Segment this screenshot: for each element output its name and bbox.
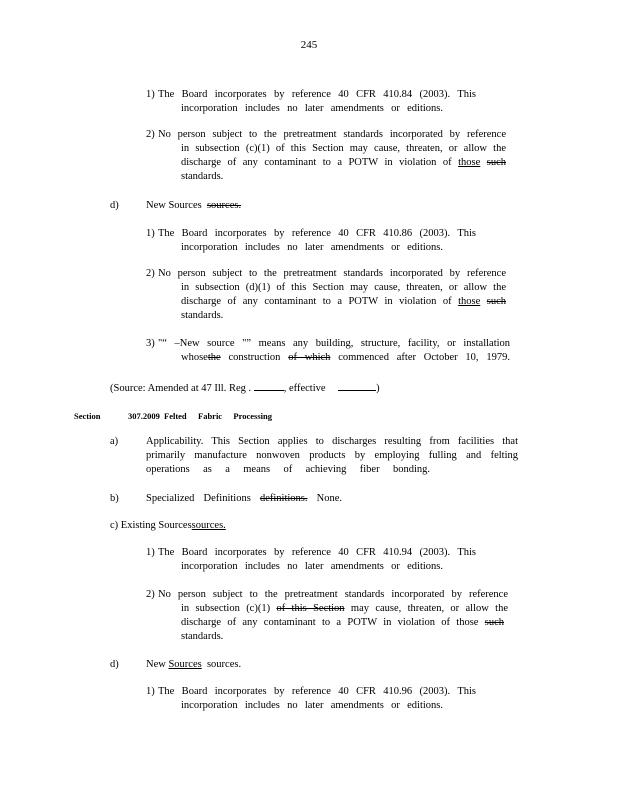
part3-item2-line4: standards. (181, 631, 224, 642)
text-run: commenced after October 10, 1979. (338, 352, 510, 363)
source-note (110, 380, 380, 396)
part2-item1-line2: incorporation includes no later amendments or editions. (181, 242, 443, 253)
part4-item1-cont (181, 699, 443, 713)
effective-date-blank (338, 380, 376, 391)
subsection-d2-label: d) (110, 659, 119, 670)
part3-item1-line1: The Board incorporates by reference 40 CFR 410.94 (2003). This (158, 547, 476, 558)
source-note-text: (Source: Amended at 47 Ill. Reg . (110, 383, 252, 394)
subsection-d1-label: d) (110, 200, 119, 211)
part4-item1-number: 1) (146, 686, 155, 697)
part3-item1-number: 1) (146, 547, 155, 558)
section-label: Section (74, 411, 101, 421)
text-run: sources. (206, 659, 242, 670)
part1-item1-line1: The Board incorporates by reference 40 CFR 410.84 (2003). This (158, 89, 476, 100)
inserted-text: those (458, 296, 481, 307)
deleted-text: such (486, 157, 507, 168)
part1-item2 (158, 128, 506, 142)
part2-item2 (158, 267, 506, 281)
subsection-b-label: b) (110, 493, 119, 504)
deleted-text: of this Section (276, 603, 345, 614)
part3-item2-cont (181, 602, 508, 616)
register-page-blank (254, 380, 284, 391)
section-title: Felted Fabric Processing (164, 411, 272, 421)
part4-item1 (158, 685, 476, 699)
source-note-close: ) (376, 383, 380, 394)
part1-item1-line2: incorporation includes no later amendments or editions. (181, 103, 443, 114)
part2-item3-line1 (158, 337, 510, 351)
part1-item1-number: 1) (146, 89, 155, 100)
text-run: in subsection (c)(1) (181, 603, 271, 614)
text-run: None. (316, 493, 343, 504)
deleted-text: such (486, 296, 507, 307)
part2-item2-line1: No person subject to the pretreatment standards incorporated by reference (158, 268, 506, 279)
part2-item3-line2 (181, 351, 510, 365)
subsection-c-label: c) (110, 520, 119, 531)
text-run: may cause, threaten, or allow the (350, 603, 509, 614)
part1-item2-line4: standards. (181, 171, 224, 182)
subsection-b-text (146, 492, 342, 506)
part2-item2-cont (181, 281, 506, 323)
part3-item2-cont2 (181, 616, 504, 644)
deleted-text: such (484, 617, 505, 628)
inserted-text: those (458, 157, 481, 168)
deleted-text: the (207, 352, 221, 363)
part3-item2 (158, 588, 508, 602)
part3-item2-number: 2) (146, 589, 155, 600)
subsection-a-line2: primarily manufacture nonwoven products by employing fulling and felting (146, 450, 518, 461)
part3-item2-line3 (181, 616, 504, 630)
part1-item2-number: 2) (146, 129, 155, 140)
subsection-a-text-last (146, 463, 430, 477)
text-run: Specialized Definitions (146, 493, 251, 504)
part4-item1-line1: The Board incorporates by reference 40 CFR 410.96 (2003). This (158, 686, 476, 697)
text-run: construction (228, 352, 281, 363)
subsection-b-line (146, 492, 342, 506)
part2-item2-line2: in subsection (d)(1) of this Section may cause, threaten, or allow the (181, 282, 506, 293)
part1-item2-line2: in subsection (c)(1) of this Section may cause, threaten, or allow the (181, 143, 506, 154)
part2-item3 (158, 337, 510, 351)
subsection-c-heading (110, 519, 226, 533)
subsection-d2-heading (146, 658, 241, 672)
part1-item2-cont (181, 142, 506, 184)
text-run: means any building, structure, facility, or installation (258, 338, 511, 349)
part3-item2-line2 (181, 602, 508, 616)
part2-item2-line4: standards. (181, 310, 224, 321)
part2-item3-number: 3) (146, 338, 155, 349)
part3-item1-cont (181, 560, 443, 574)
part3-item1-line2: incorporation includes no later amendments or editions. (181, 561, 443, 572)
text-run: New (146, 659, 166, 670)
part2-item2-number: 2) (146, 268, 155, 279)
subsection-a-line1: Applicability. This Section applies to discharges resulting from facilities that (146, 436, 518, 447)
part2-item2-line3 (181, 295, 506, 309)
part3-item2-line1: No person subject to the pretreatment standards incorporated by reference (158, 589, 508, 600)
deleted-text: of which (288, 352, 331, 363)
deleted-quote: "” (242, 338, 252, 349)
part1-item2-line3 (181, 156, 506, 170)
text-run: whose (181, 352, 208, 363)
subsection-a-line3: operations as a means of achieving fiber bonding. (146, 464, 430, 475)
subsection-d1-heading (146, 199, 241, 213)
page-number: 245 (300, 39, 318, 51)
subsection-a-text (146, 435, 518, 463)
part3-item1 (158, 546, 476, 560)
deleted-quote: "“ (158, 338, 167, 349)
heading-text: New Sources (146, 200, 202, 211)
part2-item3-cont (181, 351, 510, 365)
part4-item1-line2: incorporation includes no later amendments or editions. (181, 700, 443, 711)
inserted-text: Sources (168, 659, 202, 670)
deleted-text: sources. (206, 200, 242, 211)
text-run: discharge of any contaminant to a POTW in violation of those (181, 617, 479, 628)
part2-item1-line1: The Board incorporates by reference 40 CFR 410.86 (2003). This (158, 228, 476, 239)
part2-item1 (158, 227, 476, 241)
part2-item1-cont (181, 241, 443, 255)
inserted-text: sources. (191, 520, 226, 531)
subsection-a-label: a) (110, 436, 119, 447)
part1-item1-cont (181, 102, 443, 116)
part1-item1 (158, 88, 476, 102)
defined-term: –New source (174, 338, 235, 349)
text-run: discharge of any contaminant to a POTW in violation of (181, 296, 452, 307)
heading-text: Existing Sources (120, 520, 192, 531)
source-note-effective: , effective (283, 383, 326, 394)
part2-item1-number: 1) (146, 228, 155, 239)
text-run: discharge of any contaminant to a POTW in violation of (181, 157, 452, 168)
part1-item2-line1: No person subject to the pretreatment standards incorporated by reference (158, 129, 506, 140)
section-number: 307.2009 (128, 411, 160, 421)
deleted-text: definitions. (259, 493, 308, 504)
